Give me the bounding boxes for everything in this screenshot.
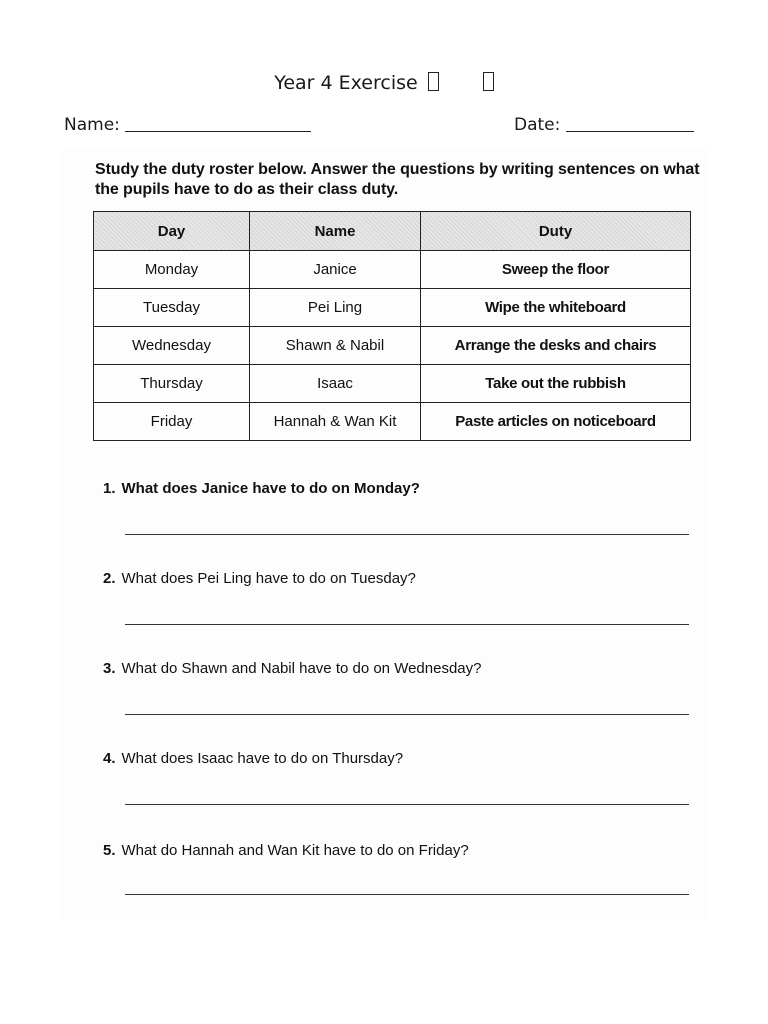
header-duty: Duty	[421, 212, 691, 251]
question-number: 1.	[103, 480, 116, 497]
date-blank-line[interactable]	[566, 117, 694, 132]
cell-name: Shawn & Nabil	[250, 327, 421, 365]
answer-line-5[interactable]	[125, 894, 689, 895]
header-day: Day	[94, 212, 250, 251]
question-1	[103, 480, 420, 497]
missing-glyph-icon	[483, 72, 494, 91]
date-field	[514, 115, 694, 135]
name-blank-line[interactable]	[125, 117, 311, 132]
instructions-text: Study the duty roster below. Answer the questions by writing sentences on what the pupils have to do as their class duty.	[95, 161, 700, 198]
answer-line-4[interactable]	[125, 804, 689, 805]
cell-duty: Take out the rubbish	[421, 365, 691, 403]
table-row	[94, 289, 691, 327]
cell-name: Pei Ling	[250, 289, 421, 327]
header-name: Name	[250, 212, 421, 251]
answer-line-2[interactable]	[125, 624, 689, 625]
table-row	[94, 327, 691, 365]
question-text: What does Pei Ling have to do on Tuesday?	[121, 570, 416, 587]
date-label: Date:	[514, 115, 561, 135]
missing-glyph-icon	[428, 72, 439, 91]
cell-name: Janice	[250, 251, 421, 289]
cell-day: Wednesday	[94, 327, 250, 365]
cell-duty: Sweep the floor	[421, 251, 691, 289]
question-5	[103, 842, 469, 859]
table-row	[94, 365, 691, 403]
cell-day: Friday	[94, 403, 250, 441]
question-2	[103, 570, 416, 587]
question-number: 4.	[103, 750, 116, 767]
cell-duty: Wipe the whiteboard	[421, 289, 691, 327]
table-row	[94, 403, 691, 441]
question-4	[103, 750, 403, 767]
table-row	[94, 251, 691, 289]
question-text: What does Isaac have to do on Thursday?	[121, 750, 404, 767]
answer-line-1[interactable]	[125, 534, 689, 535]
question-number: 2.	[103, 570, 116, 587]
question-number: 5.	[103, 842, 116, 859]
cell-duty: Paste articles on noticeboard	[421, 403, 691, 441]
name-field	[64, 115, 311, 135]
duty-roster-table	[93, 211, 691, 441]
question-text: What do Shawn and Nabil have to do on Wednesday?	[121, 660, 482, 677]
cell-name: Hannah & Wan Kit	[250, 403, 421, 441]
cell-day: Thursday	[94, 365, 250, 403]
title-text: Year 4 Exercise	[274, 72, 418, 94]
question-3	[103, 660, 481, 677]
worksheet-title	[0, 72, 768, 94]
cell-name: Isaac	[250, 365, 421, 403]
name-label: Name:	[64, 115, 120, 135]
answer-line-3[interactable]	[125, 714, 689, 715]
cell-day: Tuesday	[94, 289, 250, 327]
cell-day: Monday	[94, 251, 250, 289]
question-number: 3.	[103, 660, 116, 677]
question-text: What do Hannah and Wan Kit have to do on Friday?	[121, 842, 469, 859]
table-header-row	[94, 212, 691, 251]
cell-duty: Arrange the desks and chairs	[421, 327, 691, 365]
question-text: What does Janice have to do on Monday?	[121, 480, 420, 497]
